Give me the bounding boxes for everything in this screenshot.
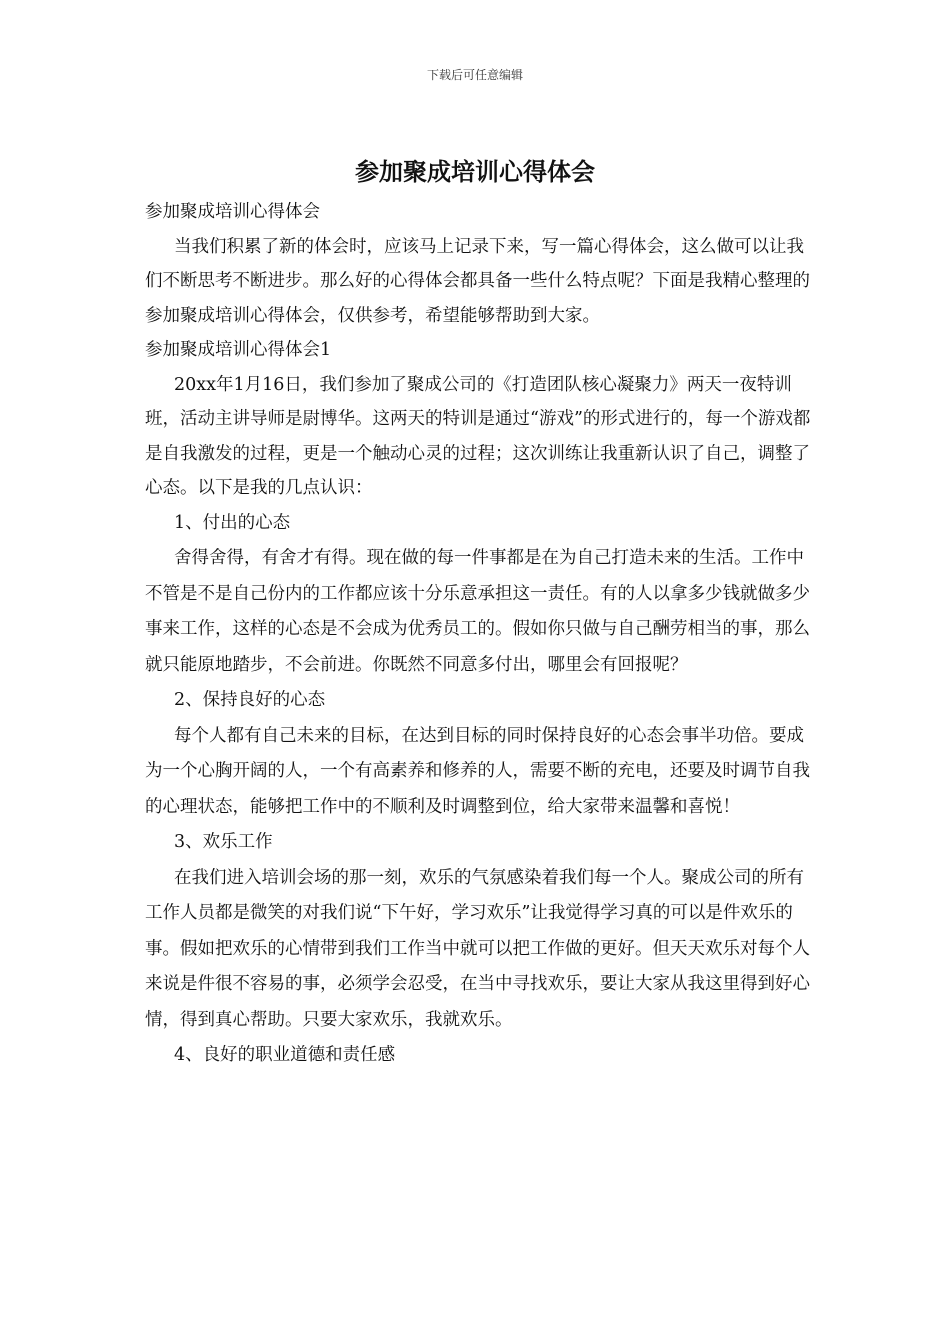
section-heading: 参加聚成培训心得体会1 (145, 340, 332, 360)
list-heading: 1、付出的心态 (174, 512, 291, 533)
list-heading: 4、良好的职业道德和责任感 (174, 1045, 396, 1065)
paragraph-body: 在我们进入培训会场的那一刻，欢乐的气氛感染着我们每一个人。聚成公司的所有工作人员都是微笑的对我们说“下午好，学习欢乐”让我觉得学习真的可以是件欢乐的事。假如把欢乐的心情带到我们工作当中就可以把工作做的更好。但天天欢乐对每个人来说是件很不容易的事，必须学会忍受，在当中寻找欢乐，要让大家从我这里得到好心情，得到真心帮助。只要大家欢乐，我就欢乐。 (145, 867, 810, 1030)
header-note: 下载后可任意编辑 (426, 68, 523, 82)
paragraph-intro: 当我们积累了新的体会时，应该马上记录下来，写一篇心得体会，这么做可以让我们不断思考不断进步。那么好的心得体会都具备一些什么特点呢？下面是我精心整理的参加聚成培训心得体会，仅供参考，希望能够帮助到大家。 (145, 236, 810, 326)
paragraph-body: 舍得舍得，有舍才有得。现在做的每一件事都是在为自己打造未来的生活。工作中不管是不是自己份内的工作都应该十分乐意承担这一责任。有的人以拿多少钱就做多少事来工作，这样的心态是不会成为优秀员工的。假如你只做与自己酬劳相当的事，那么就只能原地踏步，不会前进。你既然不同意多付出，哪里会有回报呢？ (145, 548, 810, 675)
list-heading: 3、欢乐工作 (174, 832, 273, 852)
list-heading: 2、保持良好的心态 (174, 690, 326, 710)
paragraph-body: 20xx年1月16日，我们参加了聚成公司的《打造团队核心凝聚力》两天一夜特训班，活动主讲导师是尉博华。这两天的特训是通过“游戏”的形式进行的，每一个游戏都是自我激发的过程，更是一个触动心灵的过程；这次训练让我重新认识了自己，调整了心态。以下是我的几点认识： (145, 374, 811, 498)
document-body (145, 195, 817, 1074)
paragraph-subtitle: 参加聚成培训心得体会 (145, 202, 320, 222)
paragraph-body: 每个人都有自己未来的目标，在达到目标的同时保持良好的心态会事半功倍。要成为一个心胸开阔的人，一个有高素养和修养的人，需要不断的充电，还要及时调节自我的心理状态，能够把工作中的不顺利及时调整到位，给大家带来温馨和喜悦！ (145, 725, 810, 817)
document-title: 参加聚成培训心得体会 (355, 157, 595, 186)
